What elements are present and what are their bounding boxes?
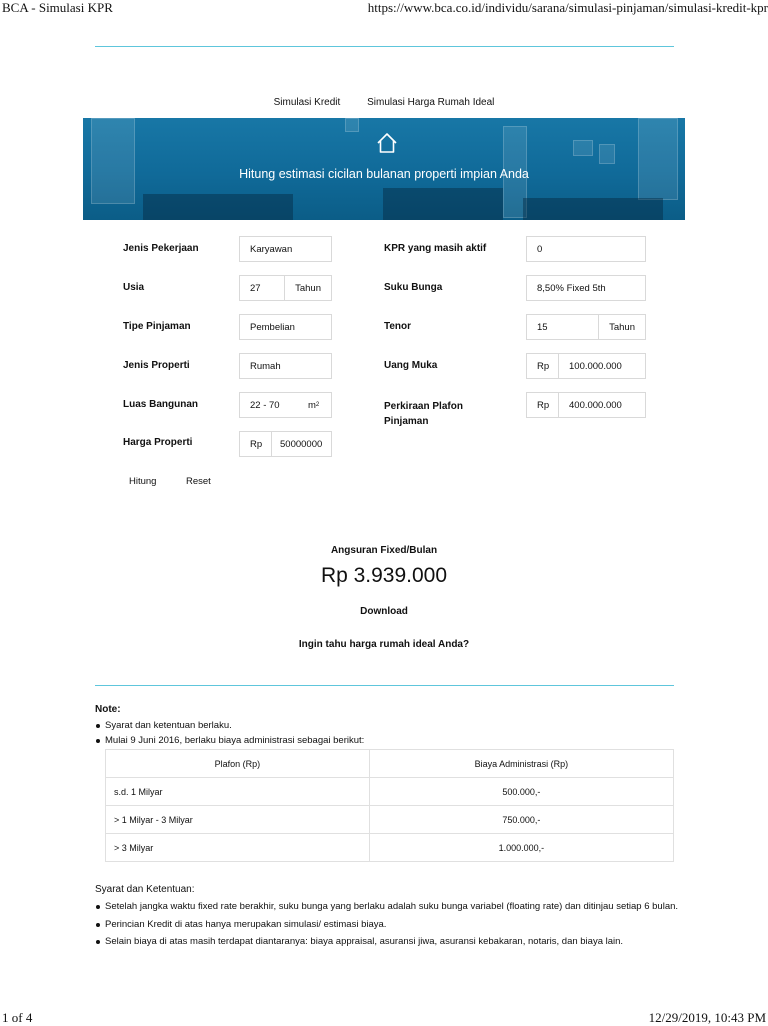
banner-pendant-lamp <box>345 118 359 132</box>
luas-bangunan-select[interactable] <box>239 392 332 418</box>
label-perkiraan-plafon-line2: Pinjaman <box>384 416 429 427</box>
label-perkiraan-plafon-line1: Perkiraan Plafon <box>384 401 463 412</box>
terms-list <box>95 899 680 949</box>
label-tenor: Tenor <box>384 321 412 332</box>
print-page-title: BCA - Simulasi KPR <box>2 0 113 15</box>
tab-simulasi-harga-rumah-ideal[interactable]: Simulasi Harga Rumah Ideal <box>367 97 495 108</box>
luas-bangunan-value: 22 - 70 <box>250 399 280 411</box>
label-suku-bunga: Suku Bunga <box>384 282 443 293</box>
table-row <box>106 778 674 806</box>
luas-unit-sup: 2 <box>315 402 320 408</box>
table-cell-biaya: 500.000,- <box>369 778 673 806</box>
tab-simulasi-kredit[interactable]: Simulasi Kredit <box>273 97 341 108</box>
plafon-prefix: Rp <box>527 393 559 417</box>
suku-bunga-value: 8,50% Fixed 5th <box>537 282 606 294</box>
label-harga-properti: Harga Properti <box>123 437 193 448</box>
jenis-properti-value: Rumah <box>250 360 281 372</box>
terms-item: Selain biaya di atas masih terdapat diantaranya: biaya appraisal, asuransi jiwa, asuransi kebakaran, notaris, dan biaya lain. <box>95 934 680 949</box>
simulation-tabs <box>0 97 768 108</box>
print-page-url: https://www.bca.co.id/individu/sarana/simulasi-pinjaman/simulasi-kredit-kpr <box>367 0 768 15</box>
result-value: Rp 3.939.000 <box>320 564 448 587</box>
table-cell-plafon: > 1 Milyar - 3 Milyar <box>106 806 370 834</box>
ideal-house-link[interactable]: Ingin tahu harga rumah ideal Anda? <box>298 639 470 650</box>
usia-value: 27 <box>250 282 261 294</box>
tipe-pinjaman-select[interactable] <box>239 314 332 340</box>
tenor-input[interactable] <box>526 314 646 340</box>
label-perkiraan-plafon <box>384 399 463 429</box>
banner-window-right <box>638 118 678 200</box>
suku-bunga-select[interactable] <box>526 275 646 301</box>
print-header <box>0 0 768 18</box>
reset-button[interactable]: Reset <box>186 476 211 487</box>
label-uang-muka: Uang Muka <box>384 360 438 371</box>
banner-sofa <box>383 188 503 220</box>
table-cell-plafon: s.d. 1 Milyar <box>106 778 370 806</box>
table-cell-biaya: 1.000.000,- <box>369 834 673 862</box>
jenis-pekerjaan-value: Karyawan <box>250 243 293 255</box>
harga-properti-prefix: Rp <box>240 432 272 456</box>
banner-sofa <box>143 194 293 220</box>
hero-caption: Hitung estimasi cicilan bulanan properti impian Anda <box>239 167 529 181</box>
harga-properti-input[interactable] <box>239 431 332 457</box>
home-icon <box>376 132 398 154</box>
tipe-pinjaman-value: Pembelian <box>250 321 295 333</box>
uang-muka-prefix: Rp <box>527 354 559 378</box>
jenis-properti-select[interactable] <box>239 353 332 379</box>
label-luas-bangunan: Luas Bangunan <box>123 399 199 410</box>
plafon-value: 400.000.000 <box>569 399 622 411</box>
admin-fee-table <box>105 749 674 862</box>
label-tipe-pinjaman: Tipe Pinjaman <box>123 321 191 332</box>
table-header-row <box>106 750 674 778</box>
terms-title: Syarat dan Ketentuan: <box>95 884 195 895</box>
kpr-aktif-value: 0 <box>537 243 543 255</box>
print-page-number: 1 of 4 <box>2 1010 33 1025</box>
hitung-button[interactable]: Hitung <box>129 476 157 487</box>
kpr-aktif-input[interactable] <box>526 236 646 262</box>
tenor-unit: Tahun <box>598 315 645 339</box>
table-cell-plafon: > 3 Milyar <box>106 834 370 862</box>
note-list <box>95 718 680 748</box>
tenor-value: 15 <box>537 321 548 333</box>
table-row <box>106 806 674 834</box>
usia-unit: Tahun <box>284 276 331 300</box>
download-link[interactable]: Download <box>360 606 408 617</box>
terms-item: Setelah jangka waktu fixed rate berakhir, suku bunga yang berlaku adalah suku bunga variabel (floating rate) dan ditinjau setiap 6 bulan. <box>95 899 680 914</box>
result-label: Angsuran Fixed/Bulan <box>330 545 438 556</box>
uang-muka-input[interactable] <box>526 353 646 379</box>
label-jenis-pekerjaan: Jenis Pekerjaan <box>123 243 199 254</box>
terms-item: Perincian Kredit di atas hanya merupakan simulasi/ estimasi biaya. <box>95 917 680 932</box>
plafon-input[interactable] <box>526 392 646 418</box>
banner-table <box>523 198 663 220</box>
banner-picture-frame <box>573 140 593 156</box>
jenis-pekerjaan-select[interactable] <box>239 236 332 262</box>
label-jenis-properti: Jenis Properti <box>123 360 190 371</box>
usia-input[interactable] <box>239 275 332 301</box>
hero-banner <box>83 118 685 220</box>
luas-unit-m: m <box>308 399 316 411</box>
table-cell-biaya: 750.000,- <box>369 806 673 834</box>
label-kpr-aktif: KPR yang masih aktif <box>384 243 487 254</box>
banner-window-left <box>91 118 135 204</box>
table-row <box>106 834 674 862</box>
print-datetime: 12/29/2019, 10:43 PM <box>648 1010 766 1025</box>
harga-properti-value: 50000000 <box>280 438 323 450</box>
banner-picture-frame <box>599 144 615 164</box>
table-header-biaya: Biaya Administrasi (Rp) <box>369 750 673 778</box>
luas-bangunan-unit <box>296 393 331 417</box>
top-divider <box>95 46 674 47</box>
uang-muka-value: 100.000.000 <box>569 360 622 372</box>
note-item: Mulai 9 Juni 2016, berlaku biaya administrasi sebagai berikut: <box>95 733 680 748</box>
label-usia: Usia <box>123 282 145 293</box>
middle-divider <box>95 685 674 686</box>
print-footer <box>0 1010 768 1024</box>
note-item: Syarat dan ketentuan berlaku. <box>95 718 680 733</box>
note-title: Note: <box>95 704 121 715</box>
table-header-plafon: Plafon (Rp) <box>106 750 370 778</box>
